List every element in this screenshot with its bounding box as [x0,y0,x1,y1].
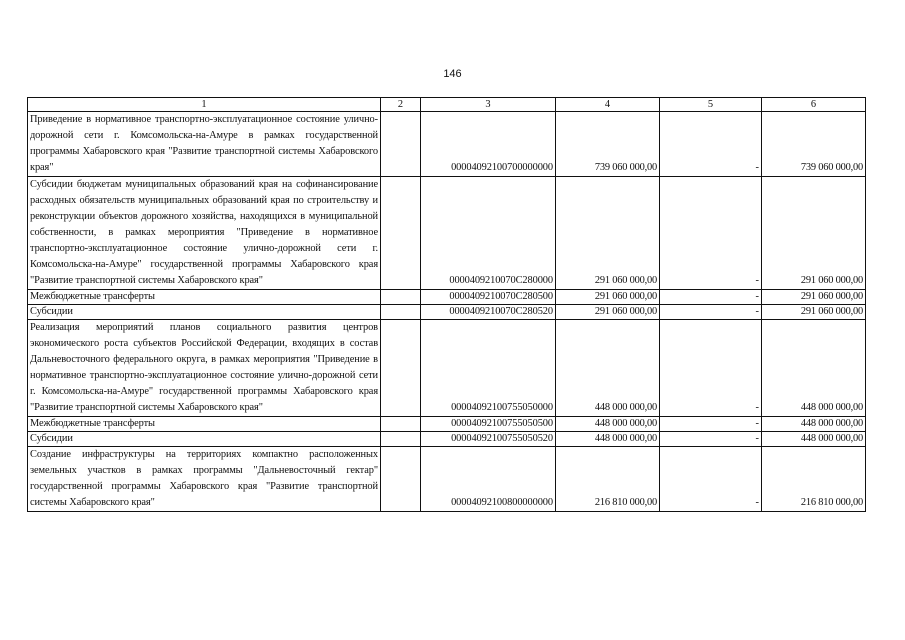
column-header: 4 [556,98,660,112]
row-description: Межбюджетные трансферты [28,290,381,305]
budget-table [27,97,866,512]
row-amount: 291 060 000,00 [556,290,660,305]
row-code: 00004092100755050500 [421,417,556,432]
row-code: 0000409210070C280500 [421,290,556,305]
row-code: 00004092100755050520 [421,432,556,447]
row-code: 00004092100755050000 [421,320,556,417]
table-header-row [28,98,866,112]
table-row [28,305,866,320]
table-row [28,290,866,305]
row-col5: - [660,447,762,512]
row-col2 [381,177,421,290]
row-amount: 448 000 000,00 [556,417,660,432]
row-col5: - [660,320,762,417]
row-description: Субсидии [28,305,381,320]
table-row [28,432,866,447]
table-row [28,417,866,432]
row-col2 [381,447,421,512]
table-row [28,320,866,417]
row-total: 739 060 000,00 [762,112,866,177]
row-col2 [381,305,421,320]
page-number: 146 [443,68,462,80]
row-description: Субсидии [28,432,381,447]
row-col2 [381,320,421,417]
row-amount: 216 810 000,00 [556,447,660,512]
row-total: 291 060 000,00 [762,290,866,305]
row-description: Межбюджетные трансферты [28,417,381,432]
row-total: 448 000 000,00 [762,417,866,432]
row-col5: - [660,305,762,320]
row-code: 0000409210070C280000 [421,177,556,290]
column-header: 5 [660,98,762,112]
table-row [28,447,866,512]
row-total: 291 060 000,00 [762,177,866,290]
row-description: Субсидии бюджетам муниципальных образований края на софинансирование расходных обязательств муниципальных образований края по строительству и реконструкции объектов дорожного хозяйства, находящихся в муниципальной собственности, в рамках мероприятия "Приведение в нормативное транспортно-эксплуатационное состояние улично-дорожной сети г. Комсомольска-на-Амуре" государственной программы Хабаровского края "Развитие транспортной системы Хабаровского края" [28,177,381,290]
row-description: Реализация мероприятий планов социального развития центров экономического роста субъектов Российской Федерации, входящих в состав Дальневосточного федерального округа, в рамках мероприятия "Приведение в нормативное транспортно-эксплуатационное состояние улично-дорожной сети г. Комсомольска-на-Амуре" государственной программы Хабаровского края "Развитие транспортной системы Хабаровского края" [28,320,381,417]
row-description: Создание инфраструктуры на территориях компактно расположенных земельных участков в рамках программы "Дальневосточный гектар" государственной программы Хабаровского края "Развитие транспортной системы Хабаровского края" [28,447,381,512]
row-col2 [381,290,421,305]
row-col5: - [660,432,762,447]
row-total: 448 000 000,00 [762,320,866,417]
row-col2 [381,112,421,177]
row-amount: 291 060 000,00 [556,177,660,290]
row-total: 216 810 000,00 [762,447,866,512]
row-col2 [381,432,421,447]
row-code: 00004092100700000000 [421,112,556,177]
row-col5: - [660,112,762,177]
row-total: 291 060 000,00 [762,305,866,320]
row-amount: 739 060 000,00 [556,112,660,177]
row-amount: 291 060 000,00 [556,305,660,320]
column-header: 6 [762,98,866,112]
row-total: 448 000 000,00 [762,432,866,447]
row-amount: 448 000 000,00 [556,432,660,447]
row-col5: - [660,290,762,305]
row-col5: - [660,177,762,290]
column-header: 2 [381,98,421,112]
row-code: 0000409210070C280520 [421,305,556,320]
table-row [28,177,866,290]
row-code: 00004092100800000000 [421,447,556,512]
table-row [28,112,866,177]
row-amount: 448 000 000,00 [556,320,660,417]
row-col2 [381,417,421,432]
column-header: 1 [28,98,381,112]
row-col5: - [660,417,762,432]
column-header: 3 [421,98,556,112]
row-description: Приведение в нормативное транспортно-эксплуатационное состояние улично-дорожной сети г. Комсомольска-на-Амуре в рамках государственной программы Хабаровского края "Развитие транспортной системы Хабаровского края" [28,112,381,177]
